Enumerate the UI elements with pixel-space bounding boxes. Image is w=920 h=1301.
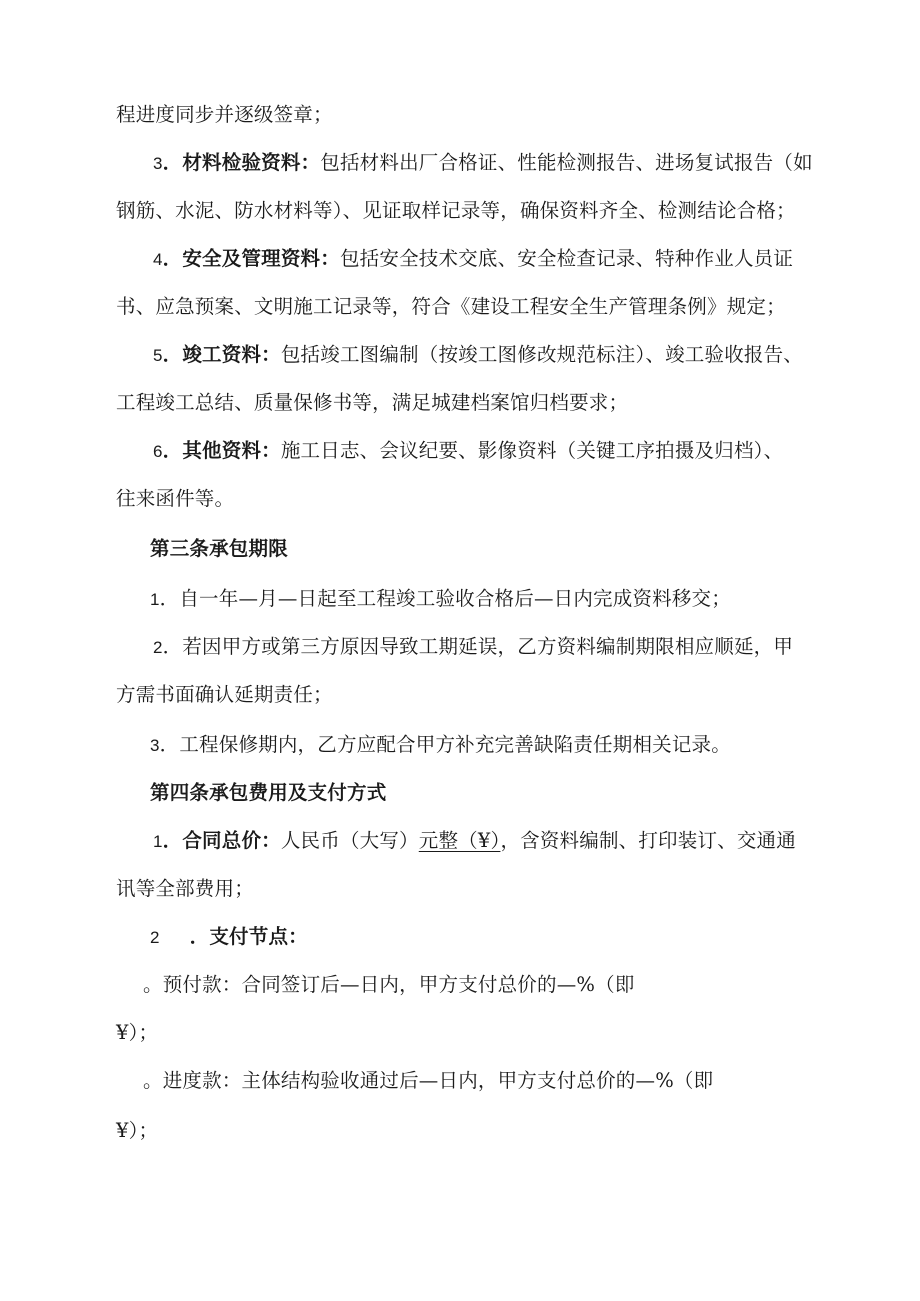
list-number: 3 xyxy=(150,736,160,755)
paragraph-line xyxy=(116,199,796,223)
text: 方需书面确认延期责任； xyxy=(116,683,333,706)
text: 包括材料出厂合格证、性能检测报告、进场复试报告（如 xyxy=(320,151,813,174)
list-number: 4 xyxy=(153,250,163,269)
text: ¥）； xyxy=(116,1021,159,1044)
section-heading-term xyxy=(150,537,288,561)
list-item-term-1 xyxy=(150,587,731,612)
paragraph-line xyxy=(116,391,628,415)
list-label: ．竣工资料： xyxy=(162,343,281,366)
text: 书、应急预案、文明施工记录等，符合《建设工程安全生产管理条例》规定； xyxy=(116,295,786,318)
list-item-payment-nodes xyxy=(150,925,308,950)
list-label: ．其他资料： xyxy=(162,439,281,462)
list-number: 3 xyxy=(153,154,163,173)
paragraph-line xyxy=(116,103,333,127)
text: 钢筋、水泥、防水材料等）、见证取样记录等，确保资料齐全、检测结论合格； xyxy=(116,199,796,222)
list-number: 6 xyxy=(153,442,163,461)
list-number: 2 xyxy=(150,928,160,947)
text: ¥）； xyxy=(116,1119,159,1142)
list-label: ．支付节点： xyxy=(189,925,308,948)
paragraph-line xyxy=(116,877,254,901)
text: 程进度同步并逐级签章； xyxy=(116,103,333,126)
paragraph-line xyxy=(116,1021,158,1045)
paragraph-line xyxy=(116,295,786,319)
list-number: 2 xyxy=(153,638,163,657)
list-item-material-inspection xyxy=(153,151,813,176)
text: 。预付款：合同签订后—日内，甲方支付总价的—%（即 xyxy=(143,973,635,996)
text: 往来函件等。 xyxy=(116,487,235,510)
list-number: 1 xyxy=(150,590,160,609)
text: ．若因甲方或第三方原因导致工期延误，乙方资料编制期限相应顺延，甲 xyxy=(162,635,794,658)
list-item-term-2 xyxy=(153,635,793,660)
list-item-contract-price xyxy=(153,829,796,854)
list-item-completion xyxy=(153,343,803,368)
text: ．自一年—月—日起至工程竣工验收合格后—日内完成资料移交； xyxy=(159,587,731,610)
list-item-term-3 xyxy=(150,733,731,758)
paragraph-line xyxy=(116,487,234,511)
payment-item-advance xyxy=(143,973,635,997)
text: 施工日志、会议纪要、影像资料（关键工序拍摄及归档）、 xyxy=(280,439,784,462)
text: ．工程保修期内，乙方应配合甲方补充完善缺陷责任期相关记录。 xyxy=(159,733,731,756)
paragraph-line xyxy=(116,683,333,707)
list-label: ．材料检验资料： xyxy=(162,151,321,174)
text: 包括安全技术交底、安全检查记录、特种作业人员证 xyxy=(339,247,794,270)
list-label: ．合同总价： xyxy=(162,829,281,852)
text: 包括竣工图编制（按竣工图修改规范标注）、竣工验收报告、 xyxy=(280,343,804,366)
list-number: 5 xyxy=(153,346,163,365)
payment-item-progress xyxy=(143,1069,713,1093)
text: 。进度款：主体结构验收通过后—日内，甲方支付总价的—%（即 xyxy=(143,1069,714,1092)
list-item-safety-management xyxy=(153,247,793,272)
text: ，含资料编制、打印装订、交通通 xyxy=(500,829,796,852)
list-label: ．安全及管理资料： xyxy=(162,247,340,270)
paragraph-line xyxy=(116,1119,158,1143)
section-heading-fees xyxy=(150,781,386,805)
text: 工程竣工总结、质量保修书等，满足城建档案馆归档要求； xyxy=(116,391,629,414)
text: 讯等全部费用； xyxy=(116,877,254,900)
amount-blank: 元整（¥） xyxy=(418,829,501,852)
list-number: 1 xyxy=(153,832,163,851)
list-item-other xyxy=(153,439,783,464)
text: 人民币（大写） xyxy=(280,829,419,852)
heading-text: 第三条承包期限 xyxy=(150,537,288,560)
heading-text: 第四条承包费用及支付方式 xyxy=(150,781,387,804)
